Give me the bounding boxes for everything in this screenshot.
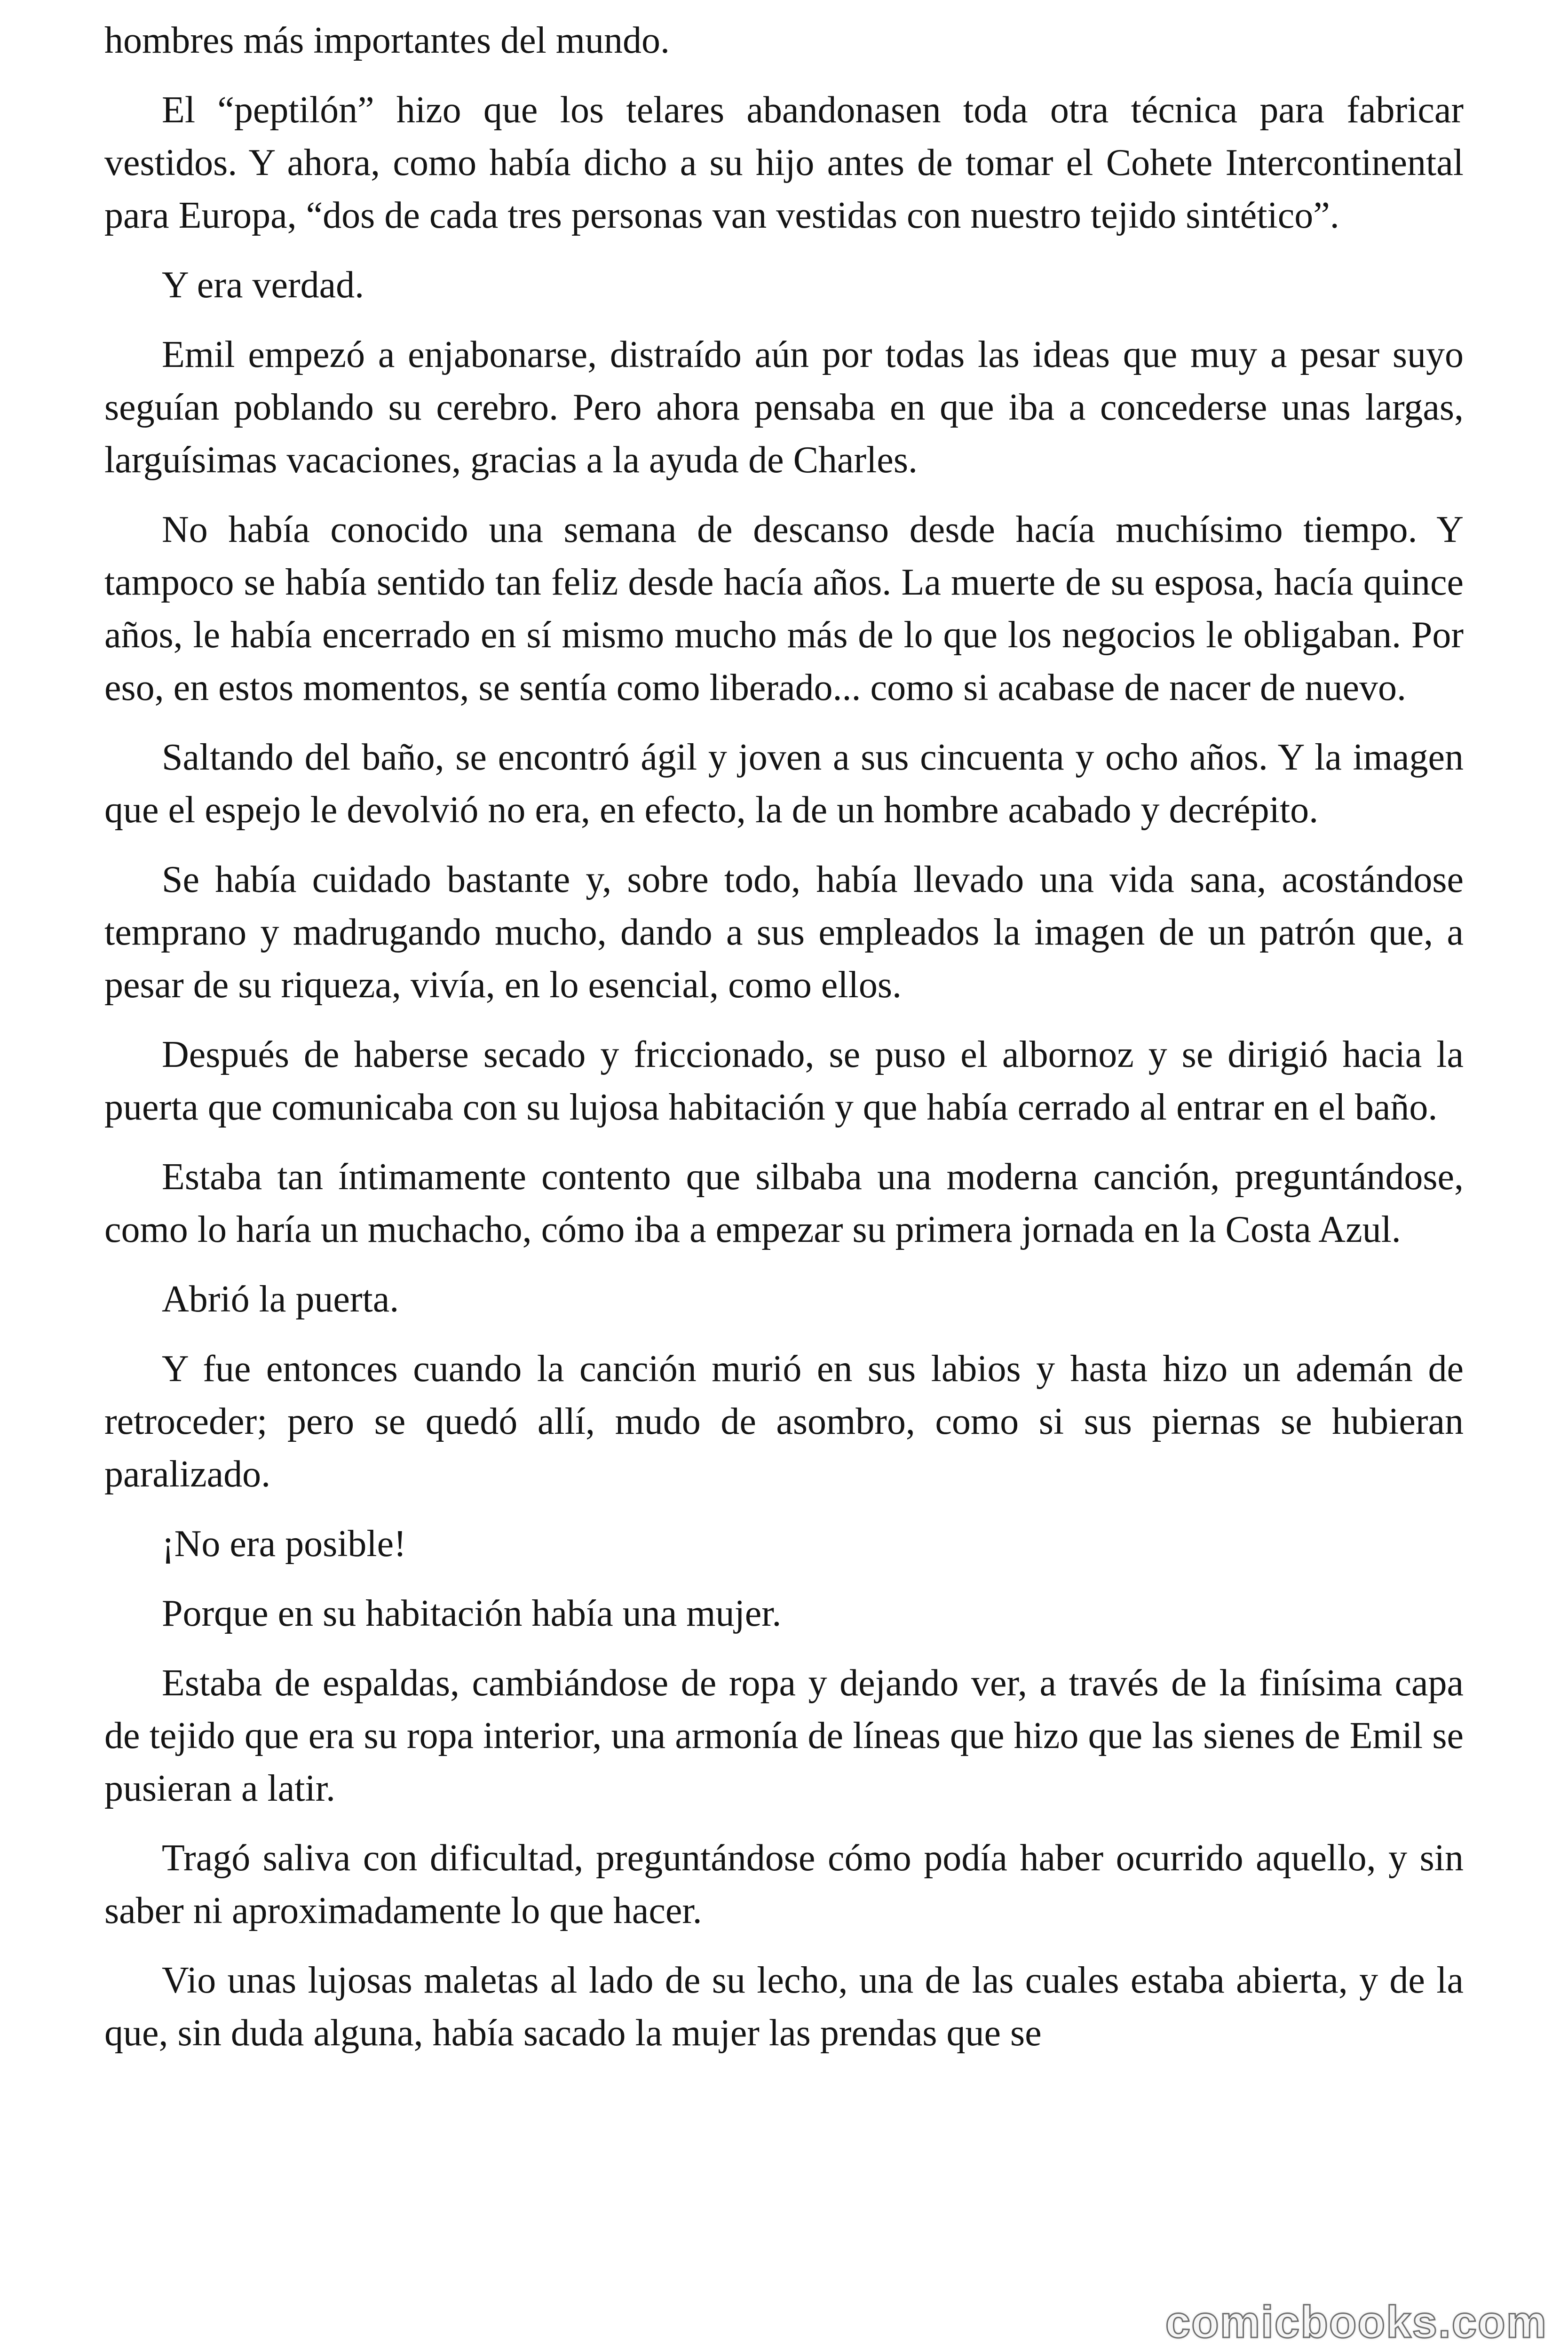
paragraph-11: Y fue entonces cuando la canción murió en sus labios y hasta hizo un ademán de retroceder; pero se quedó allí, mudo de asombro, como si sus piernas se hubieran paralizado. (104, 1348, 1464, 1495)
paragraph-14: Estaba de espaldas, cambiándose de ropa y dejando ver, a través de la finísima capa de tejido que era su ropa interior, una armonía de líneas que hizo que las sienes de Emil se pusieran a latir. (104, 1662, 1464, 1809)
paragraph-7: Se había cuidado bastante y, sobre todo, había llevado una vida sana, acostándose temprano y madrugando mucho, dando a sus empleados la imagen de un patrón que, a pesar de su riqueza, vivía, en lo esencial, como ellos. (104, 859, 1464, 1006)
paragraph-12: ¡No era posible! (162, 1523, 406, 1565)
paragraph-10: Abrió la puerta. (162, 1279, 399, 1320)
body-text (104, 14, 1464, 2076)
paragraph-6: Saltando del baño, se encontró ágil y joven a sus cincuenta y ocho años. Y la imagen que el espejo le devolvió no era, en efecto, la de un hombre acabado y decrépito. (104, 737, 1464, 831)
paragraph-15: Tragó saliva con dificultad, preguntándose cómo podía haber ocurrido aquello, y sin saber ni aproximadamente lo que hacer. (104, 1837, 1464, 1931)
paragraph-4: Emil empezó a enjabonarse, distraído aún por todas las ideas que muy a pesar suyo seguían poblando su cerebro. Pero ahora pensaba en que iba a concederse unas largas, larguísimas vacaciones, gracias a la ayuda de Charles. (104, 334, 1464, 481)
paragraph-8: Después de haberse secado y friccionado, se puso el albornoz y se dirigió hacia la puerta que comunicaba con su lujosa habitación y que había cerrado al entrar en el baño. (104, 1034, 1464, 1128)
paragraph-1: hombres más importantes del mundo. (104, 20, 670, 61)
watermark: comicbooks.com (1165, 2297, 1547, 2347)
paragraph-9: Estaba tan íntimamente contento que silbaba una moderna canción, preguntándose, como lo haría un muchacho, cómo iba a empezar su primera jornada en la Costa Azul. (104, 1156, 1464, 1250)
paragraph-3: Y era verdad. (162, 264, 364, 306)
paragraph-5: No había conocido una semana de descanso desde hacía muchísimo tiempo. Y tampoco se había sentido tan feliz desde hacía años. La muerte de su esposa, hacía quince años, le había encerrado en sí mismo mucho más de lo que los negocios le obligaban. Por eso, en estos momentos, se sentía como liberado... como si acabase de nacer de nuevo. (104, 509, 1464, 708)
paragraph-2: El “peptilón” hizo que los telares abandonasen toda otra técnica para fabricar vestidos. Y ahora, como había dicho a su hijo antes de tomar el Cohete Intercontinental para Europa, “dos de cada tres personas van vestidas con nuestro tejido sintético”. (104, 89, 1464, 236)
paragraph-13: Porque en su habitación había una mujer. (162, 1593, 782, 1634)
paragraph-16: Vio unas lujosas maletas al lado de su lecho, una de las cuales estaba abierta, y de la que, sin duda alguna, había sacado la mujer las prendas que se (104, 1960, 1464, 2054)
